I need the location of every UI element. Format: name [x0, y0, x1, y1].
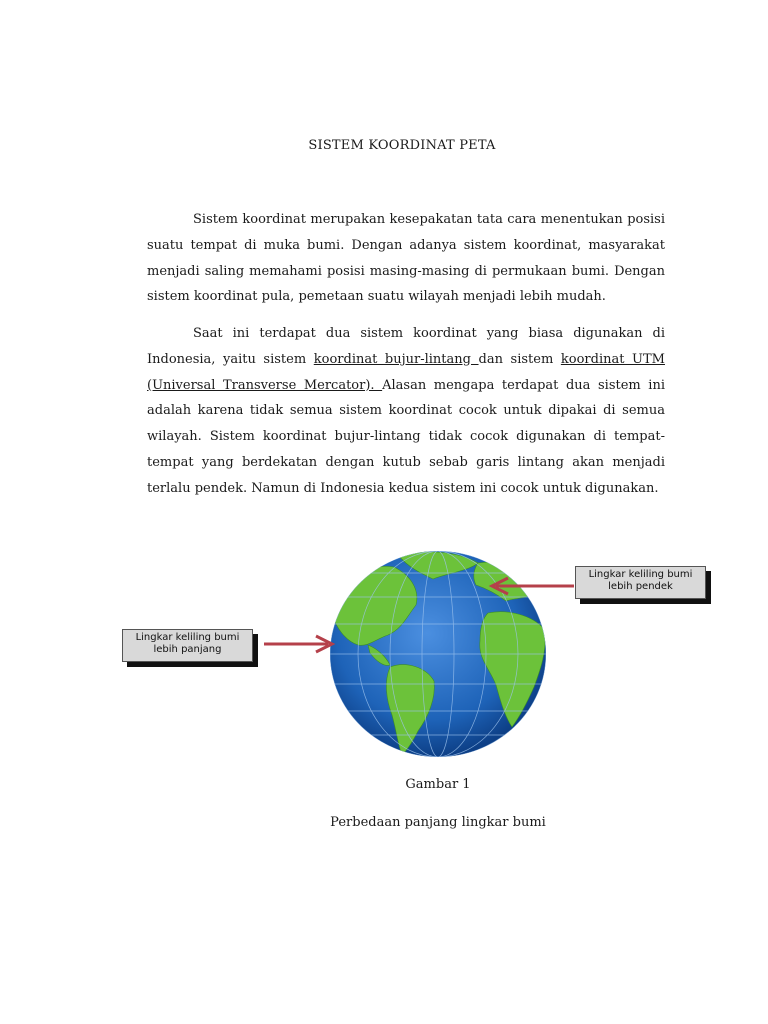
arrow-right-icon [488, 576, 578, 596]
callout-shorter-circumference: Lingkar keliling bumi lebih pendek [575, 566, 706, 599]
paragraph-1: Sistem koordinat merupakan kesepakatan tata cara menentukan posisi suatu tempat di muka bumi. Dengan adanya sistem koordinat, masyarakat menjadi saling memahami posisi masing-masing di permukaan bumi. Dengan sistem koordinat pula, pemetaan suatu wilayah menjadi lebih mudah. [147, 212, 665, 305]
arrow-left-icon [262, 634, 338, 654]
link-koordinat-utm[interactable]: koordinat UTM (Universal Transverse Mercator). [147, 351, 665, 393]
figure-caption: Perbedaan panjang lingkar bumi [330, 815, 546, 830]
page-title: SISTEM KOORDINAT PETA [308, 138, 496, 153]
figure-number: Gambar 1 [405, 777, 471, 792]
callout-longer-circumference: Lingkar keliling bumi lebih panjang [122, 629, 253, 662]
link-koordinat-bujur-lintang[interactable]: koordinat bujur-lintang [313, 351, 479, 367]
paragraph-2-text-a: Saat ini terdapat dua sistem koordinat yang biasa digunakan di Indonesia, yaitu sistem [147, 326, 665, 367]
paragraph-2-text-b: dan sistem [478, 351, 561, 367]
paragraph-2-text-c: Alasan mengapa terdapat dua sistem ini adalah karena tidak semua sistem koordinat cocok untuk dipakai di semua wilayah. Sistem koordinat bujur-lintang tidak cocok digunakan di tempat-tempat yang berdekatan dengan kutub sebab garis lintang akan menjadi terlalu pendek. Namun di Indonesia kedua sistem ini cocok untuk digunakan. [147, 377, 665, 496]
paragraph-2 [147, 321, 665, 502]
